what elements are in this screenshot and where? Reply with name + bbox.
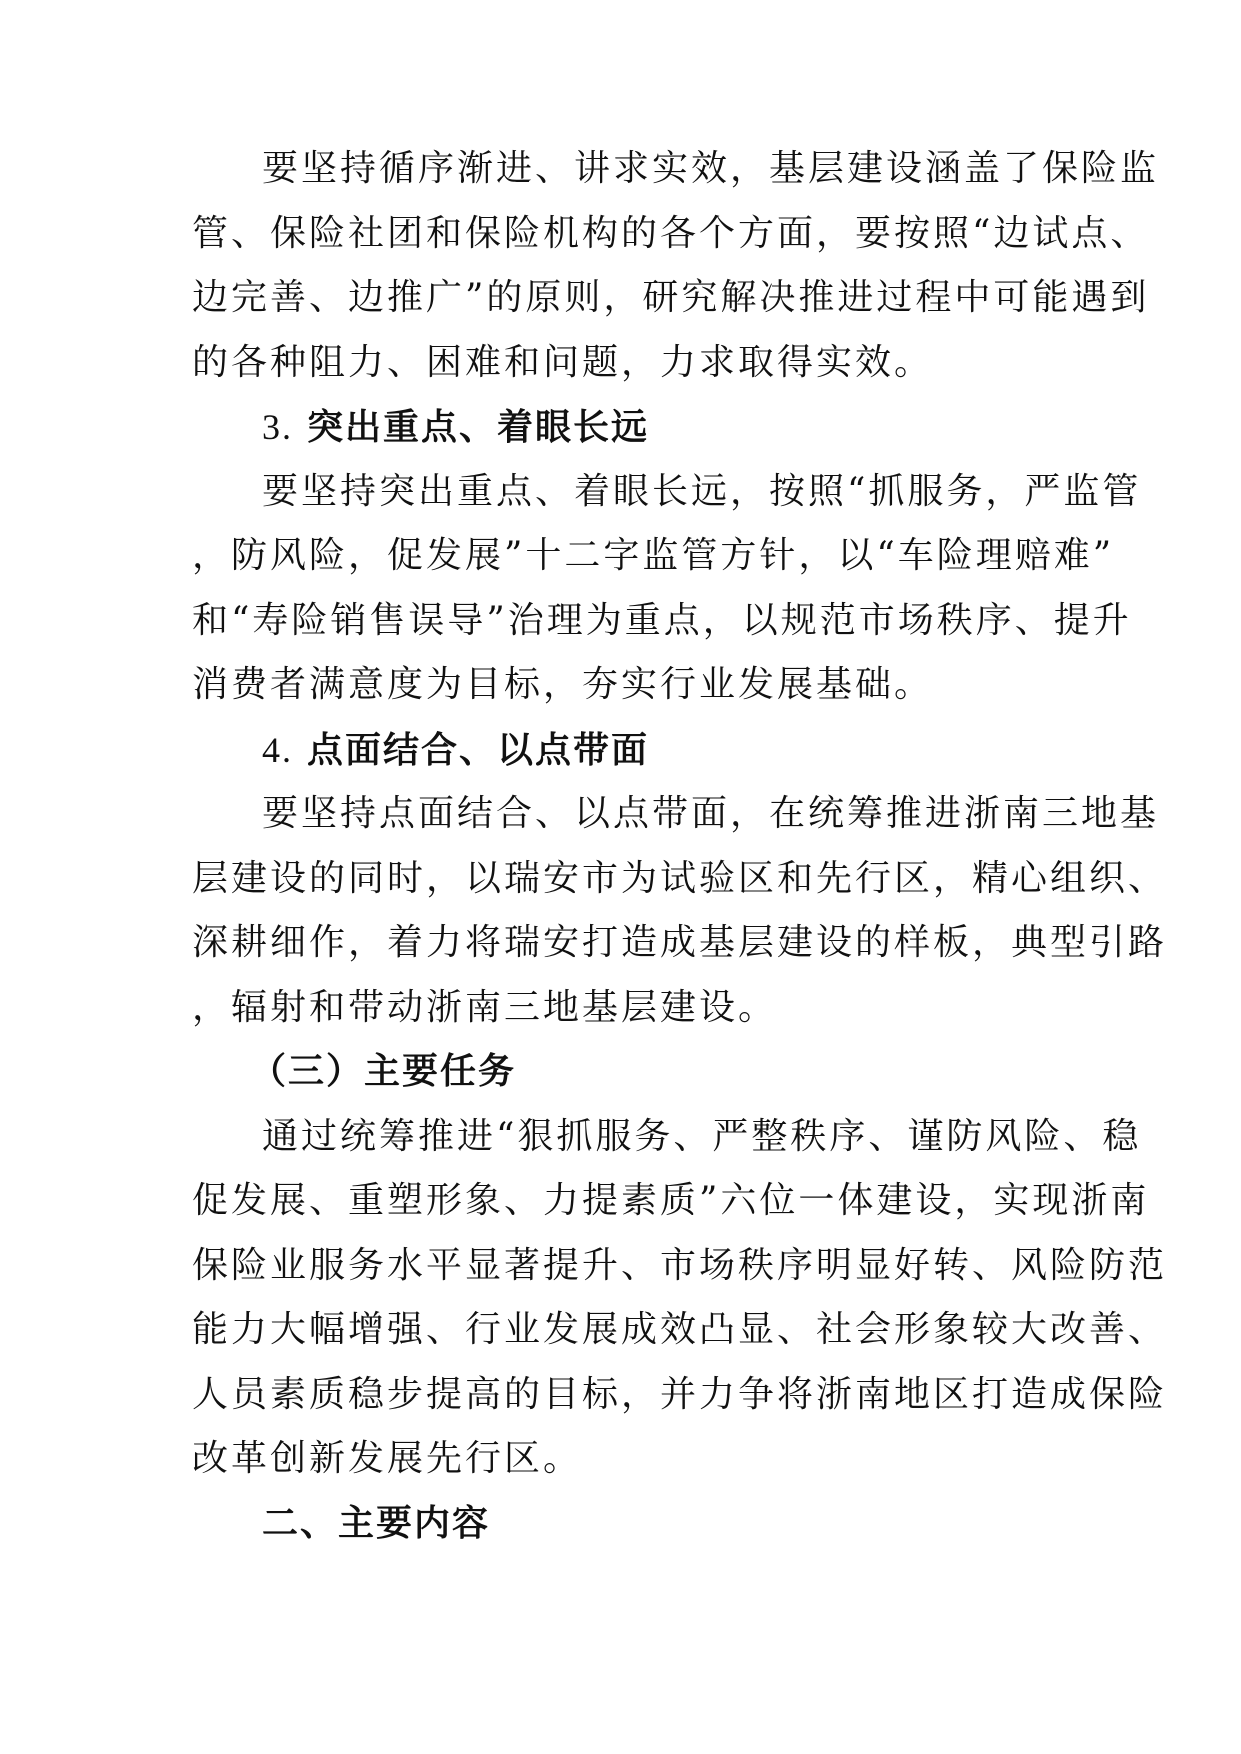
- body-text-line: ，防风险，促发展”十二字监管方针，以“车险理赔难”: [192, 535, 1115, 576]
- body-text-line: 要坚持点面结合、以点带面，在统筹推进浙南三地基: [262, 793, 1160, 834]
- body-text-line: 深耕细作，着力将瑞安打造成基层建设的样板，典型引路: [192, 922, 1168, 963]
- body-text-line: 促发展、重塑形象、力提素质”六位一体建设，实现浙南: [192, 1180, 1150, 1221]
- body-text-line: 能力大幅增强、行业发展成效凸显、社会形象较大改善、: [192, 1309, 1168, 1350]
- heading-number: 3.: [262, 407, 293, 447]
- heading-text: （三）主要任务: [250, 1051, 517, 1092]
- body-text-line: 层建设的同时，以瑞安市为试验区和先行区，精心组织、: [192, 858, 1168, 899]
- section-heading-3: [262, 403, 1102, 451]
- body-text-line: 通过统筹推进“狠抓服务、严整秩序、谨防风险、稳: [262, 1116, 1142, 1157]
- heading-text: 二、主要内容: [262, 1503, 491, 1544]
- body-text-line: 要坚持突出重点、着眼长远，按照“抓服务，严监管: [262, 471, 1142, 512]
- body-text-line: 的各种阻力、困难和问题，力求取得实效。: [192, 342, 934, 383]
- body-text-line: 人员素质稳步提高的目标，并力争将浙南地区打造成保险: [192, 1374, 1168, 1415]
- heading-number: 4.: [262, 730, 293, 770]
- body-text-line: 管、保险社团和保险机构的各个方面，要按照“边试点、: [192, 213, 1150, 254]
- body-text-line: 消费者满意度为目标，夯实行业发展基础。: [192, 664, 934, 705]
- section-heading-4: [262, 726, 1102, 774]
- chapter-heading-main-content: [262, 1500, 1102, 1548]
- body-text-line: 边完善、边推广”的原则，研究解决推进过程中可能遇到: [192, 277, 1150, 318]
- section-heading-main-tasks: [250, 1048, 1090, 1096]
- body-text-line: 改革创新发展先行区。: [192, 1438, 583, 1479]
- heading-text: 点面结合、以点带面: [307, 730, 650, 771]
- body-text-line: 保险业服务水平显著提升、市场秩序明显好转、风险防范: [192, 1245, 1168, 1286]
- body-text-line: 要坚持循序渐进、讲求实效，基层建设涵盖了保险监: [262, 148, 1160, 189]
- body-text-line: 和“寿险销售误导”治理为重点，以规范市场秩序、提升: [192, 600, 1132, 641]
- heading-text: 突出重点、着眼长远: [307, 407, 650, 448]
- body-text-line: ，辐射和带动浙南三地基层建设。: [192, 987, 778, 1028]
